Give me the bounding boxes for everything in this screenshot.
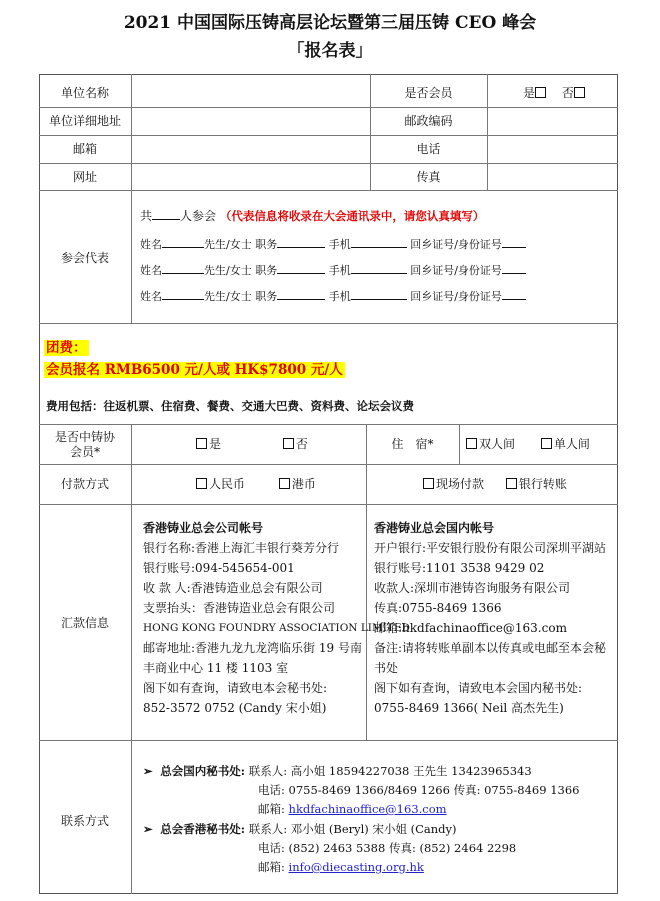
name-field[interactable] [162,288,204,300]
cn-office-email-link[interactable]: hkdfachinaoffice@163.com [288,802,447,816]
payment-label: 付款方式 [60,477,109,491]
mobile-field[interactable] [351,236,407,248]
cn-account-line: 开户银行:平安银行股份有限公司深圳平湖站 [374,541,607,555]
fee-price: 会员报名 RMB6500 元/人或 HK$7800 元/人 [46,362,343,378]
website-label: 网址 [72,170,97,184]
lodging-label: 住 宿* [391,437,434,451]
hk-office-email-link[interactable]: info@diecasting.org.hk [288,860,424,874]
hk-account-title: 香港铸业总会公司帐号 [143,521,264,535]
cn-account-line: 阁下如有查询，请致电本会国内秘书处: [374,681,583,695]
hk-office-contacts: 联系人: 邓小姐 (Beryl) 宋小姐 (Candy) [248,822,457,836]
hk-account-line: 银行名称:香港上海汇丰银行葵芳分行 [143,541,340,555]
onsite-label: 现场付款 [436,477,485,491]
member-no-label: 否 [561,86,574,100]
cn-account-line: 银行账号:1101 3538 9429 02 [374,561,545,575]
rmb-label: 人民币 [209,477,246,491]
single-room-checkbox[interactable] [541,438,552,449]
divider [131,504,132,894]
fee-heading: 团费： [46,340,87,356]
fee-includes: 费用包括：往返机票、住宿费、餐费、交通大巴费、资料费、论坛会议费 [46,399,414,413]
delegate-row [140,262,526,278]
member-yes-label: 是 [523,86,536,100]
cfa-yes-label: 是 [209,437,222,451]
total-prefix: 共 [140,209,153,223]
hk-account-line: 收 款 人:香港铸造业总会有限公司 [143,581,323,595]
divider [459,424,460,464]
divider [39,190,618,191]
delegate-row [140,288,526,304]
cn-office-email-label: 邮箱: [258,802,289,816]
cn-account-line: 备注:请将转账单副本以传真或电邮至本会秘 [374,641,607,655]
address-label: 单位详细地址 [48,114,121,128]
hk-account-line: 邮寄地址:香港九龙九龙湾临乐街 19 号南 [143,641,362,655]
cn-account-line: 书处 [374,661,399,675]
cn-office-contacts: 联系人: 高小姐 18594227038 王先生 13423965343 [248,764,532,778]
gender-label: 先生/女士 [204,290,252,303]
hkd-label: 港币 [291,477,316,491]
delegates-label: 参会代表 [60,251,109,265]
divider [39,424,618,425]
mobile-label: 手机 [328,238,351,251]
divider [39,464,618,465]
cn-account-line: 传真:0755-8469 1366 [374,601,502,615]
gender-label: 先生/女士 [204,238,252,251]
hk-account-line: 852-3572 0752 (Candy 宋小姐) [143,701,327,715]
position-label: 职务 [255,264,278,277]
name-field[interactable] [162,262,204,274]
cn-office-block [143,762,579,819]
cfa-yes-checkbox[interactable] [196,438,207,449]
phone-label: 电话 [416,142,441,156]
hk-account-line: 支票抬头：香港铸造业总会有限公司 [143,601,336,615]
single-room-label: 单人间 [553,437,590,451]
delegate-notice: （代表信息将收录在大会通讯录中，请您认真填写） [219,209,485,223]
hk-account-line: 银行账号:094-545654-001 [143,561,295,575]
hk-account-line: 丰商业中心 11 楼 1103 室 [143,661,289,675]
onsite-checkbox[interactable] [423,478,434,489]
cn-account-title: 香港铸业总会国内帐号 [374,521,495,535]
position-field[interactable] [277,288,325,300]
mobile-field[interactable] [351,262,407,274]
position-label: 职务 [255,238,278,251]
mobile-label: 手机 [328,290,351,303]
gender-label: 先生/女士 [204,264,252,277]
company-name-label: 单位名称 [60,86,109,100]
hk-office-title: 总会香港秘书处: [160,822,246,836]
cn-account-line: 0755-8469 1366( Neil 高杰先生) [374,701,564,715]
bank-transfer-label: 银行转账 [518,477,567,491]
divider [366,424,367,504]
hk-account-block [143,518,410,718]
fax-label: 传真 [416,170,441,184]
hkd-checkbox[interactable] [279,478,290,489]
id-label: 回乡证号/身份证号 [410,238,502,251]
attendee-count-field[interactable] [152,208,180,220]
bank-transfer-checkbox[interactable] [506,478,517,489]
hk-office-block [143,820,516,877]
email-field[interactable] [132,136,369,162]
postcode-field[interactable] [488,108,617,134]
mobile-label: 手机 [328,264,351,277]
position-label: 职务 [255,290,278,303]
address-field[interactable] [132,108,369,134]
cn-office-phone: 电话: 0755-8469 1366/8469 1266 传真: 0755-8469 1366 [258,783,580,797]
fax-field[interactable] [488,164,617,189]
divider [131,190,132,323]
hk-office-phone: 电话: (852) 2463 5388 传真: (852) 2464 2298 [258,841,517,855]
cn-office-title: 总会国内秘书处: [160,764,246,778]
postcode-label: 邮政编码 [404,114,453,128]
contact-label: 联系方式 [60,814,109,828]
total-suffix: 人参会 [180,209,217,223]
position-field[interactable] [277,262,325,274]
website-field[interactable] [132,164,369,189]
page-subtitle: 「报名表」 [287,41,373,61]
cfa-member-label: 是否中铸协 会员* [54,430,115,459]
divider [39,504,618,505]
hk-account-line: 阁下如有查询，请致电本会秘书处: [143,681,328,695]
divider [131,424,132,504]
delegate-row [140,236,526,252]
id-field[interactable] [502,236,526,248]
phone-field[interactable] [488,136,617,162]
divider [39,740,618,741]
hk-account-line: HONG KONG FOUNDRY ASSOCIATION LIMITED [143,622,410,634]
cn-account-line: 收款人:深圳市港铸咨询服务有限公司 [374,581,571,595]
id-label: 回乡证号/身份证号 [410,264,502,277]
divider [39,323,618,324]
hk-office-email-label: 邮箱: [258,860,289,874]
page-title: 2021 中国国际压铸高层论坛暨第三届压铸 CEO 峰会 [123,13,537,33]
member-no-checkbox[interactable] [574,87,585,98]
arrow-icon: ➢ [143,764,153,778]
name-label: 姓名 [140,264,162,277]
id-label: 回乡证号/身份证号 [410,290,502,303]
cfa-no-label: 否 [295,437,308,451]
name-field[interactable] [162,236,204,248]
email-label: 邮箱 [72,142,97,156]
remit-label: 汇款信息 [60,616,109,630]
double-room-label: 双人间 [479,437,516,451]
arrow-icon: ➢ [143,822,153,836]
mobile-field[interactable] [351,288,407,300]
double-room-checkbox[interactable] [466,438,477,449]
position-field[interactable] [277,236,325,248]
cn-account-line: 邮箱:hkdfachinaoffice@163.com [374,621,567,635]
is-member-label: 是否会员 [404,86,453,100]
cn-account-block [374,518,606,718]
id-field[interactable] [502,262,526,274]
id-field[interactable] [502,288,526,300]
cfa-no-checkbox[interactable] [283,438,294,449]
name-label: 姓名 [140,290,162,303]
name-label: 姓名 [140,238,162,251]
member-yes-checkbox[interactable] [535,87,546,98]
company-name-field[interactable] [132,76,369,106]
rmb-checkbox[interactable] [196,478,207,489]
